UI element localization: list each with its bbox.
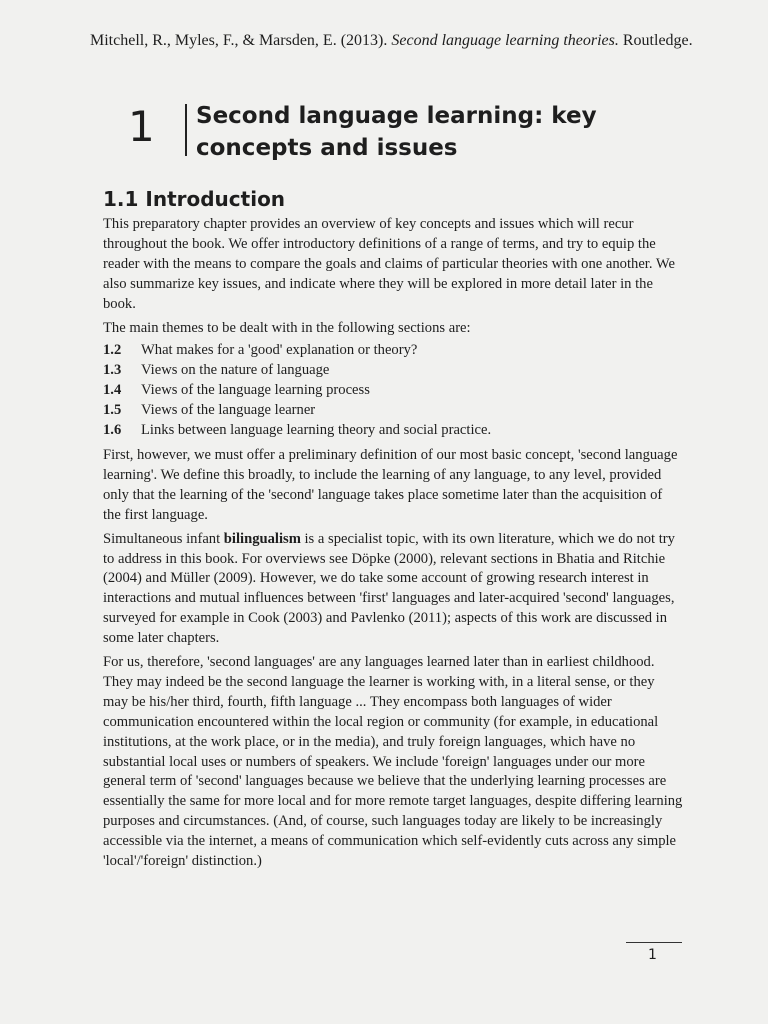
list-item-text: Views on the nature of language [141,362,330,379]
citation-book-title: Second language learning theories. [391,32,619,49]
second-languages-paragraph: For us, therefore, 'second languages' are any languages learned later than in earliest childhood. They may indeed be the second language the learner is working with, in a literal sense, or they may be his/her third, fourth, fifth language ... They encompass both languages of wider communication encountered within the local region or community (for example, in educational institutions, at the work place, or in the media), and truly foreign languages, which have no substantial local uses or numbers of speakers. We include 'foreign' languages under our more general term of 'second' languages because we believe that the underlying learning processes are essentially the same for more local and for more remote target languages, despite differing learning purposes and circumstances. (And, of course, such languages today are likely to be increasingly accessible via the internet, a means of communication which self-evidently cuts across any simple 'local'/'foreign' distinction.) [103,654,683,870]
section-heading: 1.1 Introduction [103,187,286,211]
list-item [103,421,683,441]
list-item [103,401,683,421]
bilingualism-paragraph [103,530,683,649]
list-item [103,361,683,381]
citation-authors: Mitchell, R., Myles, F., & Marsden, E. (2013). [90,32,388,49]
bilingualism-term: bilingualism [223,530,301,547]
bilingualism-text-end: is a specialist topic, with its own literature, which we do not try to address in this book. For overviews see Döpke (2000), relevant sections in Bhatia and Ritchie (2004) and Müller (2009). However, we do take some account of growing research interest in interactions and mutual influences between 'first' languages and later-acquired 'second' languages, surveyed for example in Cook (2003) and Pavlenko (2011); aspects of this work are discussed in some later chapters. [103,530,675,647]
list-item-number: 1.4 [103,382,122,399]
themes-lead: The main themes to be dealt with in the following sections are: [103,319,471,336]
body-text [103,215,683,876]
definition-paragraph: First, however, we must offer a preliminary definition of our most basic concept, 'second language learning'. We define this broadly, to include the learning of any language, to any level, provided only that the learning of the 'second' language takes place sometime later than the acquisition of the first language. [103,446,678,523]
list-item [103,381,683,401]
chapter-divider [185,104,187,156]
list-item-number: 1.6 [103,422,122,439]
list-item [103,341,683,361]
bilingualism-text-start: Simultaneous infant [103,530,224,547]
citation [90,30,750,52]
footer-rule [626,942,682,943]
list-item-number: 1.2 [103,342,122,359]
citation-publisher: Routledge. [622,32,693,49]
list-item-text: Views of the language learner [141,402,316,419]
list-item-number: 1.5 [103,402,122,419]
chapter-title: Second language learning: key concepts and issues [196,103,597,161]
themes-list [103,341,683,441]
page-number: 1 [648,947,657,963]
list-item-text: Links between language learning theory and social practice. [141,422,492,439]
chapter-number: 1 [128,102,155,151]
intro-paragraph: This preparatory chapter provides an overview of key concepts and issues which will recur throughout the book. We offer introductory definitions of a range of terms, and try to equip the reader with the means to compare the goals and claims of particular theories with one another. We also summarize key issues, and indicate where they will be explored in more detail later in the book. [103,216,675,312]
list-item-number: 1.3 [103,362,122,379]
list-item-text: What makes for a 'good' explanation or theory? [141,342,418,359]
list-item-text: Views of the language learning process [141,382,370,399]
